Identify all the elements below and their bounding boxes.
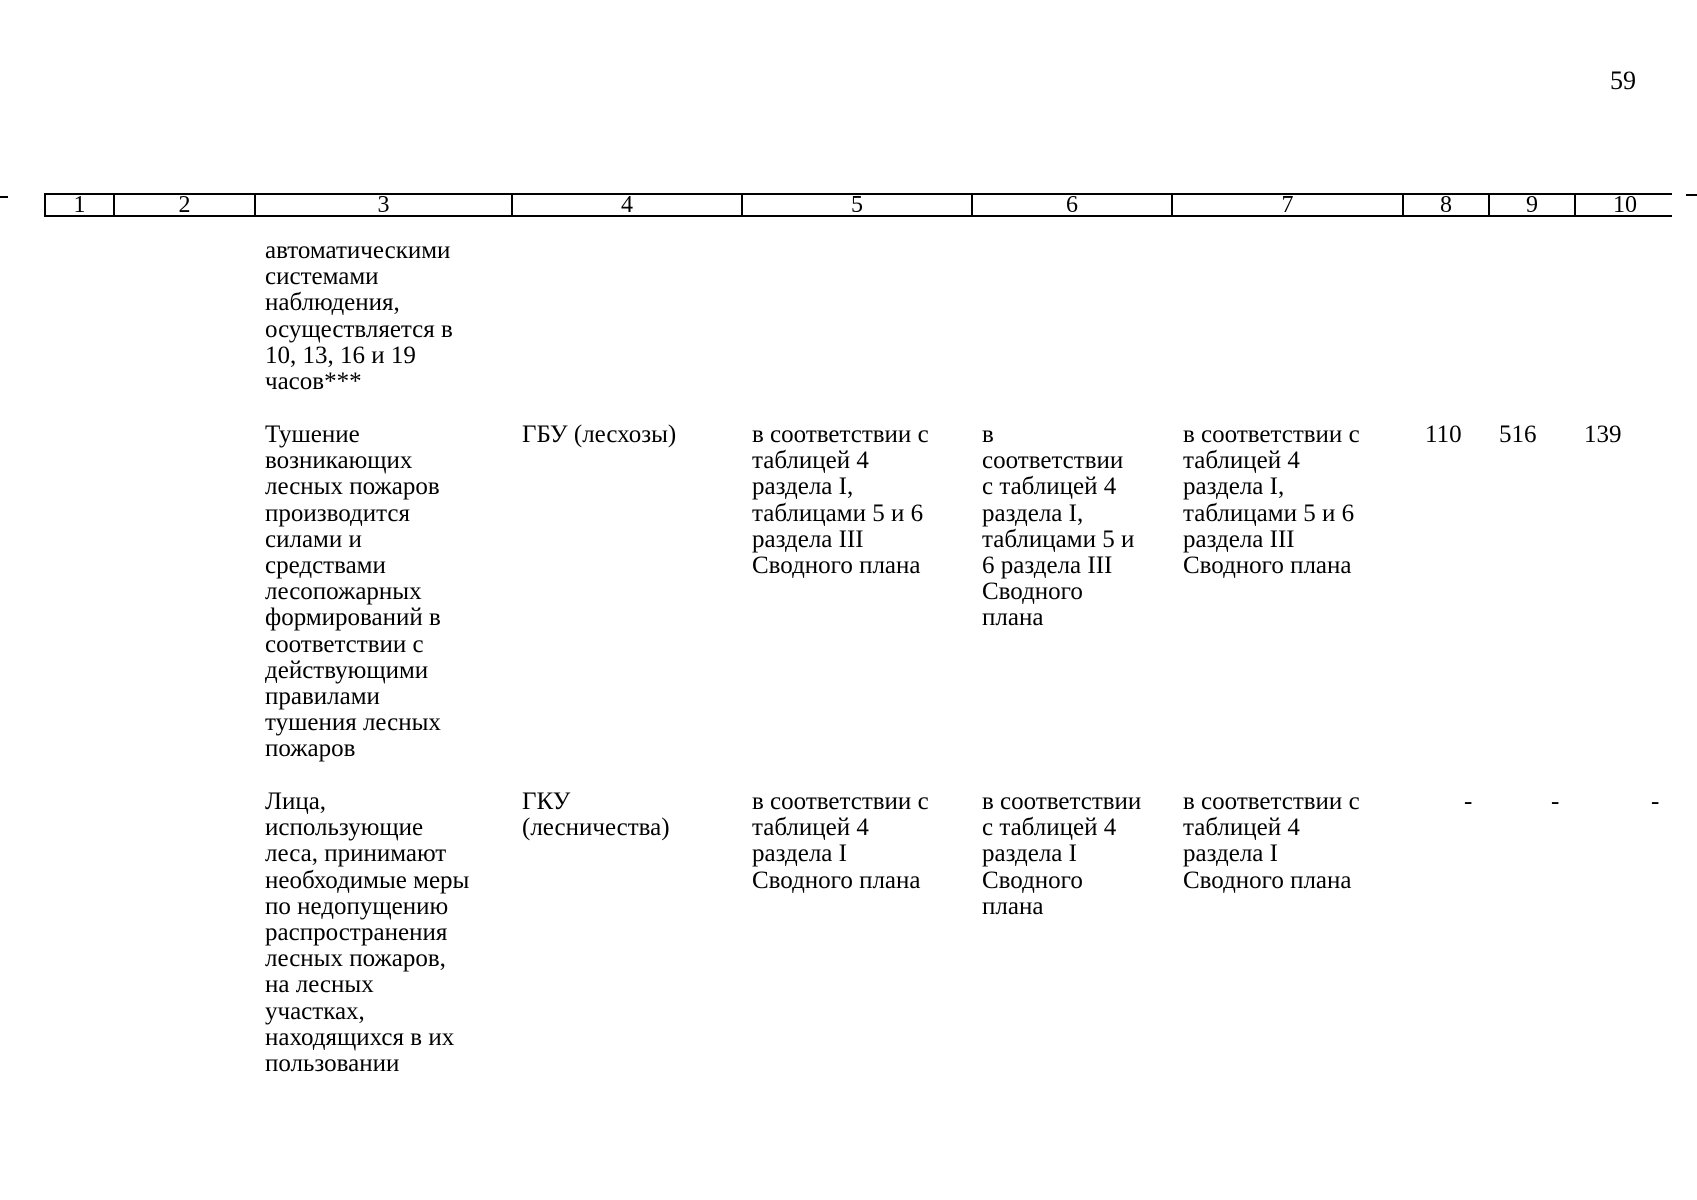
cell-col5: в соответствии с таблицей 4 раздела I Сводного плана <box>752 788 929 894</box>
cell-col3: Тушение возникающих лесных пожаров производится силами и средствами лесопожарных формирований в соответствии с действующими правилами тушения лесных пожаров <box>265 421 441 763</box>
cell-col7: в соответствии с таблицей 4 раздела I, таблицами 5 и 6 раздела III Сводного плана <box>1183 421 1360 580</box>
cell-col4: ГКУ (лесничества) <box>522 788 670 842</box>
cell-col3: автоматическими системами наблюдения, осуществляется в 10, 13, 16 и 19 часов*** <box>265 237 453 396</box>
cell-col6: в соответствии с таблицей 4 раздела I, таблицами 5 и 6 раздела III Сводного плана <box>982 421 1135 632</box>
page-number: 59 <box>1610 66 1636 95</box>
column-header-7: 7 <box>1173 193 1404 217</box>
column-header-5: 5 <box>743 193 973 217</box>
cell-col4: ГБУ (лесхозы) <box>522 421 677 448</box>
column-header-10: 10 <box>1613 192 1637 218</box>
table-header-row <box>44 193 1672 217</box>
cell-col9: 516 <box>1499 421 1537 448</box>
column-header-3: 3 <box>256 193 513 217</box>
column-header-6: 6 <box>973 193 1173 217</box>
column-header-9: 9 <box>1490 193 1576 217</box>
scan-mark-right <box>1686 194 1697 196</box>
scan-mark-left <box>0 196 8 198</box>
cell-col7: в соответствии с таблицей 4 раздела I Сводного плана <box>1183 788 1360 894</box>
cell-col8: - <box>1464 788 1473 815</box>
cell-col3: Лица, использующие леса, принимают необходимые меры по недопущению распространения лесных пожаров, на лесных участках, находящихся в их пользовании <box>265 788 470 1078</box>
cell-col8: 110 <box>1425 421 1462 448</box>
cell-col9: - <box>1551 788 1560 815</box>
column-header-4: 4 <box>513 193 743 217</box>
cell-col5: в соответствии с таблицей 4 раздела I, таблицами 5 и 6 раздела III Сводного плана <box>752 421 929 580</box>
cell-col10: 139 <box>1584 421 1622 448</box>
column-header-1: 1 <box>46 193 115 217</box>
cell-col10: - <box>1651 788 1660 815</box>
column-header-2: 2 <box>115 193 256 217</box>
cell-col6: в соответствии с таблицей 4 раздела I Сводного плана <box>982 788 1142 920</box>
column-header-8: 8 <box>1404 193 1490 217</box>
